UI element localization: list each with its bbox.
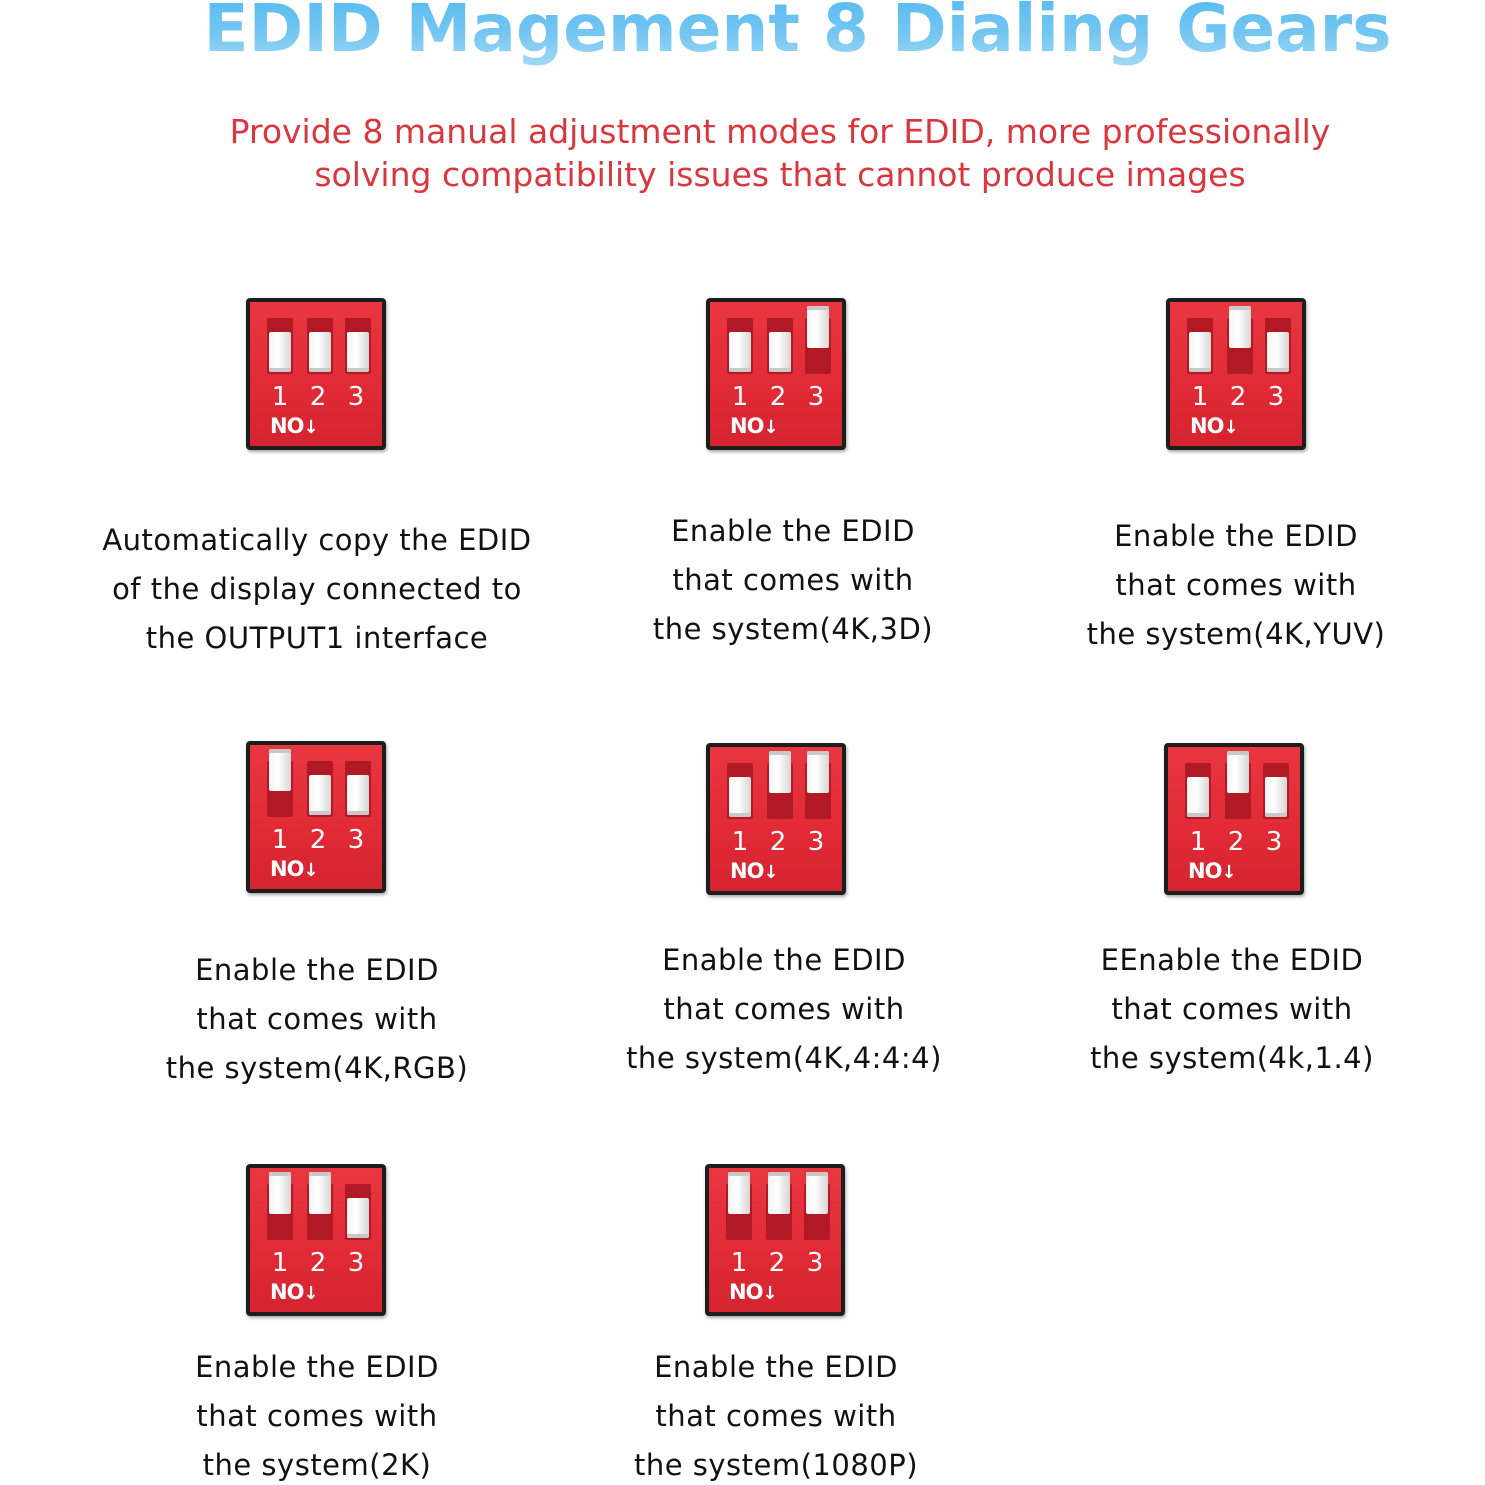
dip-switch-body [246,298,386,450]
arrow-down-icon: ↓ [303,860,318,881]
switch-slot-3 [805,763,831,819]
no-text: NO [270,1280,304,1304]
description-line: that comes with [1111,992,1353,1026]
switch-number-2: 2 [309,825,327,855]
dip-switch-body [246,741,386,893]
dip-switch-body [706,743,846,895]
description-line: that comes with [1115,568,1357,602]
switch-slot-3 [1265,318,1291,374]
switch-number-1: 1 [1191,382,1209,412]
switch-lever-1-off [269,332,291,372]
dip-switch-body [1166,298,1306,450]
switch-slot-3 [805,318,831,374]
description-line: that comes with [672,563,914,597]
description-line: that comes with [663,992,905,1026]
no-text: NO [1190,414,1224,438]
dip-switch-body [246,1164,386,1316]
switch-number-2: 2 [309,382,327,412]
description-line: of the display connected to [112,572,522,606]
dip-switch-4 [246,741,386,893]
switch-slot-2 [307,761,333,817]
switch-slot-2 [1225,763,1251,819]
arrow-down-icon: ↓ [763,417,778,438]
no-text: NO [730,414,764,438]
dip-switch-2 [706,298,846,450]
switch-slot-1 [726,1184,752,1240]
description-line: Enable the EDID [195,1350,439,1384]
description-line: Enable the EDID [654,1350,898,1384]
mode-description-3 [996,512,1476,659]
switch-number-1: 1 [271,825,289,855]
description-line: Enable the EDID [662,943,906,977]
switch-slot-3 [345,761,371,817]
switch-lever-3-on [807,751,829,793]
description-line: the OUTPUT1 interface [145,621,489,655]
switch-lever-1-on [728,1172,750,1214]
no-label [730,859,778,883]
switch-number-2: 2 [769,382,787,412]
switch-number-3: 3 [1267,382,1285,412]
switch-slot-3 [345,1184,371,1240]
dip-switch-5 [706,743,846,895]
switch-slot-2 [766,1184,792,1240]
mode-description-6 [992,936,1472,1083]
no-label [270,414,318,438]
switch-lever-1-off [729,332,751,372]
switch-number-3: 3 [807,827,825,857]
switch-slot-2 [767,763,793,819]
page-title: EDID Magement 8 Dialing Gears [0,0,1485,72]
dip-switch-6 [1164,743,1304,895]
switch-number-3: 3 [1265,827,1283,857]
subtitle-line-2: solving compatibility issues that cannot produce images [314,155,1246,194]
switch-lever-1-off [729,777,751,817]
switch-slot-1 [1185,763,1211,819]
description-line: that comes with [196,1002,438,1036]
no-text: NO [270,857,304,881]
switch-lever-2-off [769,332,791,372]
switch-lever-3-off [347,1198,369,1238]
description-line: the system(4K,3D) [652,612,934,646]
switch-number-1: 1 [731,827,749,857]
no-label [730,414,778,438]
switch-lever-3-off [347,775,369,815]
switch-number-1: 1 [271,382,289,412]
no-label [270,1280,318,1304]
switch-lever-2-on [1229,306,1251,348]
description-line: the system(1080P) [633,1448,919,1482]
switch-number-2: 2 [1227,827,1245,857]
switch-number-2: 2 [309,1248,327,1278]
switch-slot-2 [767,318,793,374]
dip-switch-8 [705,1164,845,1316]
switch-slot-2 [307,318,333,374]
description-line: Automatically copy the EDID [102,523,532,557]
description-line: the system(4K,YUV) [1086,617,1386,651]
description-line: EEnable the EDID [1100,943,1364,977]
no-label [1188,859,1236,883]
description-line: that comes with [655,1399,897,1433]
switch-lever-2-on [309,1172,331,1214]
switch-lever-1-off [1189,332,1211,372]
switch-slot-1 [1187,318,1213,374]
dip-switch-7 [246,1164,386,1316]
page-subtitle [150,110,1410,196]
switch-number-3: 3 [347,825,365,855]
no-text: NO [730,859,764,883]
switch-lever-3-off [1267,332,1289,372]
switch-slot-2 [1227,318,1253,374]
arrow-down-icon: ↓ [303,1283,318,1304]
description-line: the system(4K,4:4:4) [626,1041,942,1075]
switch-lever-3-on [807,306,829,348]
mode-description-2 [553,507,1033,654]
mode-description-8 [536,1343,1016,1485]
switch-number-1: 1 [731,382,749,412]
switch-lever-2-on [769,751,791,793]
description-line: Enable the EDID [671,514,915,548]
switch-slot-1 [727,318,753,374]
arrow-down-icon: ↓ [303,417,318,438]
no-label [1190,414,1238,438]
switch-slot-1 [267,1184,293,1240]
switch-lever-3-on [806,1172,828,1214]
description-line: that comes with [196,1399,438,1433]
dip-switch-body [706,298,846,450]
switch-lever-3-off [347,332,369,372]
description-line: Enable the EDID [1114,519,1358,553]
dip-switch-3 [1166,298,1306,450]
switch-number-2: 2 [769,827,787,857]
mode-description-1 [77,516,557,663]
description-line: the system(4k,1.4) [1090,1041,1374,1075]
switch-slot-3 [804,1184,830,1240]
switch-lever-1-off [1187,777,1209,817]
switch-lever-1-on [269,749,291,791]
switch-slot-1 [267,318,293,374]
switch-number-3: 3 [806,1248,824,1278]
switch-number-3: 3 [347,382,365,412]
arrow-down-icon: ↓ [763,862,778,883]
subtitle-line-1: Provide 8 manual adjustment modes for EDID, more professionally [229,112,1331,151]
switch-lever-1-on [269,1172,291,1214]
mode-description-5 [544,936,1024,1083]
switch-number-3: 3 [807,382,825,412]
switch-number-1: 1 [1189,827,1207,857]
no-label [729,1280,777,1304]
switch-slot-1 [727,763,753,819]
switch-number-2: 2 [1229,382,1247,412]
no-text: NO [729,1280,763,1304]
arrow-down-icon: ↓ [1221,862,1236,883]
description-line: the system(2K) [202,1448,432,1482]
switch-number-1: 1 [271,1248,289,1278]
dip-switch-body [705,1164,845,1316]
no-text: NO [1188,859,1222,883]
no-text: NO [270,414,304,438]
switch-slot-1 [267,761,293,817]
mode-description-4 [77,946,557,1093]
switch-number-3: 3 [347,1248,365,1278]
mode-description-7 [77,1343,557,1485]
description-line: Enable the EDID [195,953,439,987]
switch-slot-3 [1263,763,1289,819]
switch-number-1: 1 [730,1248,748,1278]
dip-switch-1 [246,298,386,450]
switch-slot-3 [345,318,371,374]
switch-lever-2-on [768,1172,790,1214]
switch-lever-2-off [309,775,331,815]
switch-slot-2 [307,1184,333,1240]
dip-switch-body [1164,743,1304,895]
no-label [270,857,318,881]
switch-lever-3-off [1265,777,1287,817]
switch-lever-2-on [1227,751,1249,793]
switch-lever-2-off [309,332,331,372]
arrow-down-icon: ↓ [762,1283,777,1304]
arrow-down-icon: ↓ [1223,417,1238,438]
switch-number-2: 2 [768,1248,786,1278]
description-line: the system(4K,RGB) [165,1051,469,1085]
